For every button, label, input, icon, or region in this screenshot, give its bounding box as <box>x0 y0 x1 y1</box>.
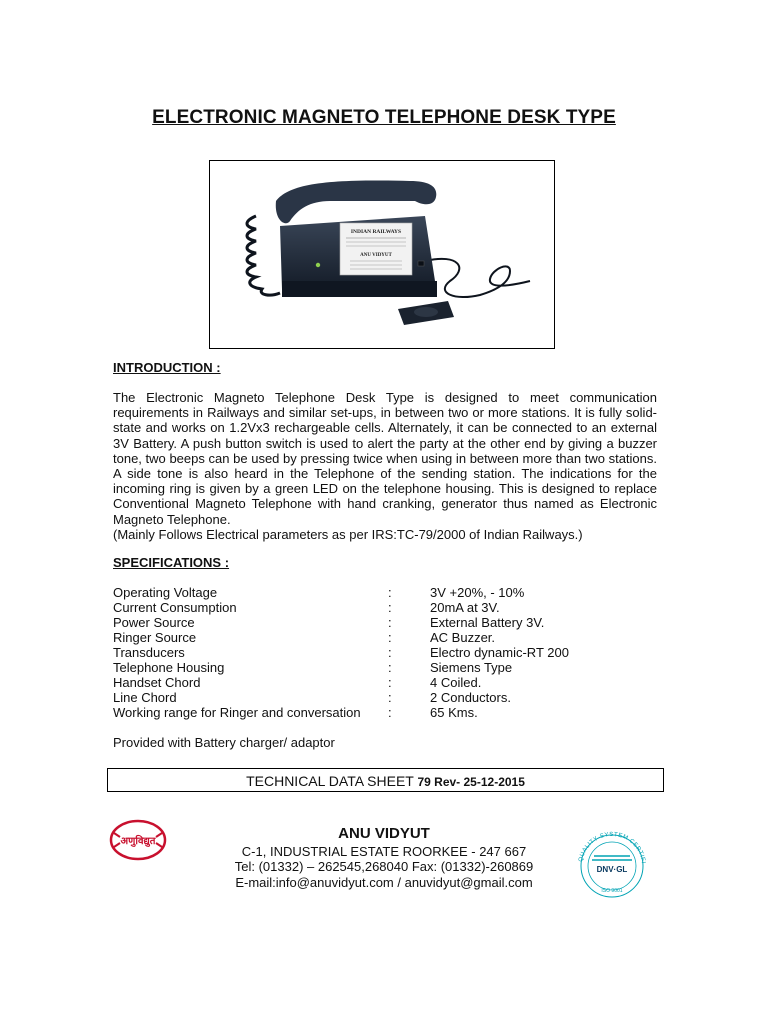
spec-value: 20mA at 3V. <box>430 600 500 615</box>
anu-vidyut-logo-icon <box>108 815 168 865</box>
certification-logo <box>568 826 656 898</box>
spec-value: Electro dynamic-RT 200 <box>430 645 569 660</box>
spec-colon: : <box>388 675 392 690</box>
spec-colon: : <box>388 585 392 600</box>
product-photo <box>209 160 555 349</box>
spec-label: Line Chord <box>113 690 177 705</box>
spec-label: Power Source <box>113 615 195 630</box>
intro-block <box>113 390 657 542</box>
spec-row <box>113 705 569 720</box>
intro-note: (Mainly Follows Electrical parameters as per IRS:TC-79/2000 of Indian Railways.) <box>113 526 583 542</box>
spec-row <box>113 675 569 690</box>
spec-label: Transducers <box>113 645 185 660</box>
spec-row <box>113 690 569 705</box>
spec-row <box>113 645 569 660</box>
line-cord <box>425 259 530 297</box>
spec-colon: : <box>388 600 392 615</box>
spec-value: Siemens Type <box>430 660 513 675</box>
spec-colon: : <box>388 660 392 675</box>
intro-paragraph: The Electronic Magneto Telephone Desk Type is designed to meet communication requirements in Railways and similar set-ups, in between two or more stations. It is fully solid-state and works on 1.2Vx3 rechargeable cells. Alternately, it can be connected to an external 3V Battery. A push button switch is used to alert the party at the other end by giving a buzzer tone, two beeps can be used by pressing twice when using in between more than two stations. A side tone is also heard in the Telephone of the sending station. The indications for the incoming ring is given by a green LED on the telephone housing. This is designed to replace Conventional Magneto Telephone with hand cranking, generator thus named as Electronic Magneto Telephone. <box>113 390 657 527</box>
spec-row <box>113 630 569 645</box>
spec-label: Current Consumption <box>113 600 237 615</box>
provided-note: Provided with Battery charger/ adaptor <box>113 735 335 750</box>
label-line1: INDIAN RAILWAYS <box>350 229 402 235</box>
spec-colon: : <box>388 705 392 720</box>
coiled-cord <box>247 216 280 295</box>
label-line2: ANU VIDYUT <box>360 253 392 258</box>
company-email: E-mail:info@anuvidyut.com / anuvidyut@gmail.com <box>235 874 533 890</box>
company-logo <box>108 815 168 865</box>
telephone-handset <box>276 181 437 224</box>
spec-label: Ringer Source <box>113 630 197 645</box>
spec-row <box>113 600 569 615</box>
spec-colon: : <box>388 630 392 645</box>
spec-label: Telephone Housing <box>113 660 225 675</box>
datasheet-label: TECHNICAL DATA SHEET <box>246 773 414 789</box>
spec-value: 2 Conductors. <box>430 690 511 705</box>
datasheet-box <box>107 768 664 792</box>
spec-value: 3V +20%, - 10% <box>430 585 525 600</box>
green-led <box>316 263 320 267</box>
datasheet-rev: 79 Rev- 25-12-2015 <box>417 775 525 789</box>
page-title: ELECTRONIC MAGNETO TELEPHONE DESK TYPE <box>152 107 616 128</box>
company-phone: Tel: (01332) – 262545,268040 Fax: (01332)-260869 <box>234 859 534 874</box>
spec-table <box>113 585 569 720</box>
company-address: C-1, INDUSTRIAL ESTATE ROORKEE - 247 667 <box>241 843 527 859</box>
spec-label: Working range for Ringer and conversation <box>113 705 361 720</box>
spec-label: Operating Voltage <box>113 585 218 600</box>
logo-text: अणुविद्युत <box>120 836 156 847</box>
company-name: ANU VIDYUT <box>338 825 430 842</box>
intro-heading: INTRODUCTION : <box>113 360 221 375</box>
company-block <box>200 826 568 890</box>
spec-row <box>113 585 569 600</box>
spec-value: AC Buzzer. <box>430 630 496 645</box>
cert-brand: DNV·GL <box>596 865 628 874</box>
spec-row <box>113 660 569 675</box>
telephone-illustration <box>210 161 554 348</box>
spec-label: Handset Chord <box>113 675 201 690</box>
dnv-gl-logo-icon <box>568 826 656 898</box>
cert-ring-text: QUALITY SYSTEM CERTIFI <box>578 831 646 865</box>
spec-value: 65 Kms. <box>430 705 478 720</box>
svg-text:QUALITY SYSTEM CERTIFICATION <box>568 826 646 864</box>
spec-value: 4 Coiled. <box>430 675 482 690</box>
spec-colon: : <box>388 690 392 705</box>
call-button <box>418 261 424 266</box>
spec-colon: : <box>388 615 392 630</box>
cert-iso: ISO 9001 <box>601 888 623 894</box>
specs-heading: SPECIFICATIONS : <box>113 555 230 570</box>
spec-colon: : <box>388 645 392 660</box>
spec-row <box>113 615 569 630</box>
spec-value: External Battery 3V. <box>430 615 545 630</box>
